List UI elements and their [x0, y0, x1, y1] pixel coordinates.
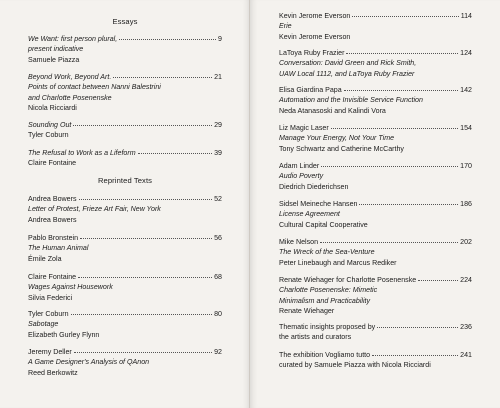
page-number: 92 [214, 348, 222, 356]
entry-title: The Wreck of the Sea-Venture [279, 248, 375, 257]
page-number: 236 [460, 323, 472, 331]
toc-entry [28, 347, 222, 378]
entry-title: Beyond Work, Beyond Art. [28, 73, 112, 81]
entry-author: Diedrich Diederichsen [279, 182, 349, 191]
entry-title: present indicative [28, 45, 84, 54]
entry-title: Wages Against Housework [28, 283, 113, 292]
dot-leader [331, 127, 458, 129]
entry-subtitle: the artists and curators [279, 333, 352, 342]
entry-title: The exhibition Vogliamo tutto [279, 351, 371, 359]
toc-entry [279, 237, 472, 268]
dot-leader [79, 198, 213, 200]
entry-artist: Sidsel Meineche Hansen [279, 200, 358, 208]
dot-leader [377, 326, 458, 328]
page-number: 186 [460, 200, 472, 208]
entry-author: Tyler Coburn [28, 131, 69, 140]
entry-subtitle: curated by Samuele Piazza with Nicola Ricciardi [279, 361, 431, 370]
entry-title: Sabotage [28, 320, 59, 329]
entry-author: Cultural Capital Cooperative [279, 220, 368, 229]
toc-entry [279, 123, 472, 154]
heading-essays: Essays [112, 17, 138, 26]
entry-author: Reed Berkowitz [28, 368, 78, 377]
dot-leader [119, 38, 216, 40]
dot-leader [113, 76, 212, 78]
entry-author: Nicola Ricciardi [28, 103, 77, 112]
entry-author: Elizabeth Gurley Flynn [28, 330, 100, 339]
entry-artist: Elisa Giardina Papa [279, 86, 342, 94]
toc-entry [279, 11, 472, 42]
toc-entry [279, 85, 472, 116]
entry-title: Audio Poverty [279, 172, 324, 181]
page-number: 170 [460, 162, 472, 170]
entry-author: Émile Zola [28, 254, 62, 263]
entry-author: Peter Linebaugh and Marcus Rediker [279, 258, 397, 267]
dot-leader [74, 351, 212, 353]
toc-entry [28, 120, 222, 141]
right-page [250, 0, 500, 408]
entry-artist: Liz Magic Laser [279, 124, 329, 132]
entry-artist: Mike Nelson [279, 238, 319, 246]
dot-leader [344, 89, 458, 91]
page-number: 9 [218, 35, 222, 43]
entry-title: Charlotte Posenenske: Mimetic [279, 286, 378, 295]
entry-artist: Renate Wiehager for Charlotte Posenenske [279, 276, 417, 284]
toc-entry [279, 161, 472, 192]
page-number: 29 [214, 121, 222, 129]
dot-leader [321, 165, 458, 167]
page-number: 52 [214, 195, 222, 203]
entry-artist: Pablo Bronstein [28, 234, 79, 242]
page-number: 154 [460, 124, 472, 132]
entry-title: UAW Local 1112, and LaToya Ruby Frazier [279, 69, 415, 78]
toc-entry [28, 309, 222, 340]
page-number: 241 [460, 351, 472, 359]
entry-title: Automation and the Invisible Service Function [279, 96, 423, 105]
heading-reprinted-texts: Reprinted Texts [97, 176, 153, 185]
dot-leader [78, 276, 212, 278]
entry-title: The Human Animal [28, 244, 89, 253]
dot-leader [320, 241, 458, 243]
page-number: 56 [214, 234, 222, 242]
dot-leader [73, 124, 212, 126]
page-number: 80 [214, 310, 222, 318]
entry-title: and Charlotte Posenenske [28, 93, 112, 102]
entry-title: A Game Designer's Analysis of QAnon [28, 358, 150, 367]
dot-leader [359, 203, 458, 205]
entry-author: Andrea Bowers [28, 215, 77, 224]
dot-leader [352, 15, 458, 17]
entry-title: Manage Your Energy, Not Your Time [279, 134, 395, 143]
toc-entry [279, 199, 472, 230]
entry-title: Thematic insights proposed by [279, 323, 376, 331]
entry-artist: LaToya Ruby Frazier [279, 49, 345, 57]
dot-leader [80, 237, 212, 239]
entry-author: Tony Schwartz and Catherine McCarthy [279, 144, 404, 153]
dot-leader [346, 52, 458, 54]
toc-entry [28, 194, 222, 225]
toc-entry [28, 72, 222, 113]
page-number: 39 [214, 149, 222, 157]
toc-entry [279, 322, 472, 343]
entry-artist: Andrea Bowers [28, 195, 77, 203]
entry-artist: Kevin Jerome Everson [279, 12, 351, 20]
toc-entry [279, 48, 472, 79]
toc-entry [28, 34, 222, 65]
entry-author: Neda Atanasoski and Kalindi Vora [279, 106, 386, 115]
entry-artist: Adam Linder [279, 162, 320, 170]
dot-leader [418, 279, 458, 281]
entry-title: Points of contact between Nanni Balestrini [28, 83, 161, 92]
page-number: 21 [214, 73, 222, 81]
entry-artist: Claire Fontaine [28, 273, 77, 281]
entry-title: Erie [279, 22, 292, 31]
page-number: 68 [214, 273, 222, 281]
entry-title: Letter of Protest, Frieze Art Fair, New York [28, 205, 161, 214]
dot-leader [372, 354, 458, 356]
page-number: 224 [460, 276, 472, 284]
toc-entry [28, 148, 222, 169]
toc-entry [28, 272, 222, 303]
entry-artist: Tyler Coburn [28, 310, 69, 318]
entry-artist: Jeremy Deller [28, 348, 72, 356]
entry-title: Sounding Out [28, 121, 72, 129]
entry-author: Kevin Jerome Everson [279, 32, 351, 41]
entry-author: Claire Fontaine [28, 159, 77, 168]
entry-title: Minimalism and Practicability [279, 296, 371, 305]
dot-leader [138, 152, 212, 154]
page-number: 114 [460, 12, 472, 20]
entry-title: License Agreement [279, 210, 340, 219]
entry-title: We Want: first person plural, [28, 35, 118, 43]
toc-entry [279, 350, 472, 371]
toc-entry [28, 233, 222, 264]
entry-author: Renate Wiehager [279, 306, 335, 315]
dot-leader [71, 313, 213, 315]
entry-author: Silvia Federici [28, 293, 73, 302]
page-number: 202 [460, 238, 472, 246]
toc-entry [279, 275, 472, 316]
entry-author: Samuele Piazza [28, 55, 80, 64]
page-number: 124 [460, 49, 472, 57]
page-number: 142 [460, 86, 472, 94]
entry-title: Conversation: David Green and Rick Smith, [279, 59, 417, 68]
entry-title: The Refusal to Work as a Lifeform [28, 149, 136, 157]
